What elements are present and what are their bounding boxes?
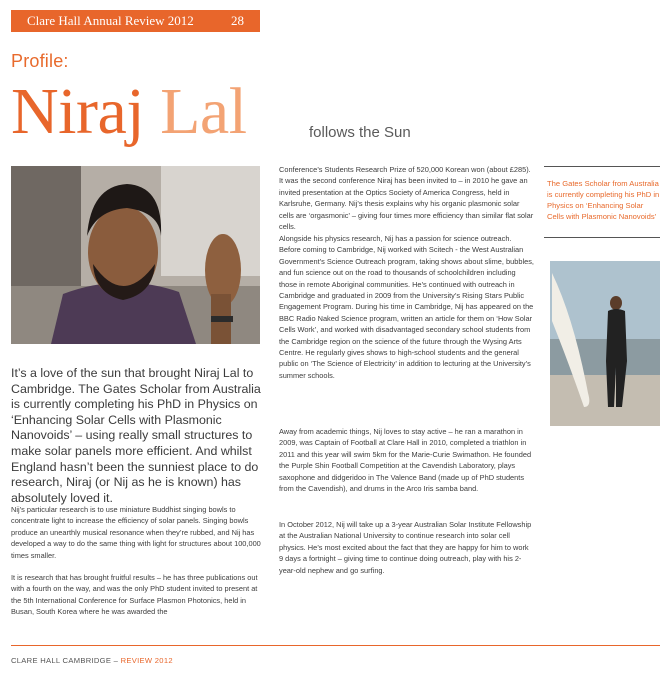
article-subtitle: follows the Sun [309, 124, 411, 141]
footer-rule [11, 645, 660, 646]
sidebar-rule-top [544, 166, 660, 167]
profile-label: Profile: [11, 51, 69, 71]
pull-quote: The Gates Scholar from Australia is currently completing his PhD in Physics on ‘Enhancing Solar Cells with Plasmonic Nanovoids’ [547, 179, 660, 221]
profile-name [11, 72, 247, 152]
publication-title: Clare Hall Annual Review 2012 [27, 13, 194, 28]
name-last: Lal [160, 75, 247, 148]
body-paragraph: Alongside his physics research, Nij has a passion for science outreach. Before coming to Cambridge, Nij worked with Scitech - the West Australian Government’s Science Outreach program, taking shows about slime, bubbles, and fun science out on the road to thousands of schoolchildren including those in remote Aboriginal communities. He’s continued with outreach in Cambridge and graduated in 2009 from the University’s Rising Stars Public Engagement Program. During his time in Cambridge, Nij has appeared on the BBC Radio Naked Science program, written an article for them on ‘How Solar Cells Work’, and worked with disadvantaged secondary school students from the Cambridge region on the science of the future through the Wysing Arts Centre. He regularly gives shows to high-school students and the general public on ‘The Science of Electricity’ in addition to lecturing at the University’s summer schools. [279, 234, 534, 380]
footer [11, 656, 173, 665]
name-first: Niraj [11, 75, 145, 148]
portrait-photo [11, 166, 260, 344]
body-paragraph: Away from academic things, Nij loves to stay active – he ran a marathon in 2009, was Captain of Football at Clare Hall in 2010, completed a triathlon in 2011 and this year will swim 5km for the Marie-Curie Swimathon. He founded the Purple Shin Football Competition at the Cavendish Laboratory, plays saxophone and didgeridoo in The Valence Band (made up of PhD students from the Cavendish), and drums in the Arco Iris samba band. [279, 427, 532, 494]
header-bar [11, 10, 260, 32]
body-paragraph: It is research that has brought fruitful results – he has three publications out with a fourth on the way, and was the only PhD student invited to present at the 5th International Conference for Surface Plasmon Photonics, held in Busan, South Korea where he was awarded the [11, 573, 258, 617]
surf-photo [550, 261, 660, 426]
body-paragraph: In October 2012, Nij will take up a 3-year Australian Solar Institute Fellowship at the Australian National University to continue research into solar cell physics. He’s most excited about the fact that they are happy for him to work 9 days a fortnight – giving time to continue doing outreach, play with his 2-year-old nephew and go surfing. [279, 520, 532, 575]
page-number: 28 [231, 13, 244, 28]
footer-left: CLARE HALL CAMBRIDGE – [11, 656, 119, 665]
sidebar-rule-bottom [544, 237, 660, 238]
intro-paragraph: It’s a love of the sun that brought Niraj Lal to Cambridge. The Gates Scholar from Australia is currently completing his PhD in Physics on ‘Enhancing Solar Cells with Plasmonic Nanovoids’ – using really small structures to make solar panels more efficient. And whilst England hasn’t been the sunniest place to do research, Niraj (or Nij as he is known) has absolutely loved it. [11, 366, 261, 505]
body-paragraph: Nij’s particular research is to use miniature Buddhist singing bowls to concentrate light to increase the efficiency of solar panels. Singing bowls produce an unearthly musical resonance when they’re rubbed, and Nij has developed a way to do the same thing with light for structures about 100,000 times smaller. [11, 505, 261, 560]
footer-right: REVIEW 2012 [120, 656, 173, 665]
body-paragraph: Conference’s Students Research Prize of 520,000 Korean won (about £285). It was the second conference Niraj has been invited to – in 2010 he gave an invited presentation at the Optics Society of America Congress, held in Karlsruhe, Germany. Nij’s thesis explains why his organic plasmonic solar cells are ‘orgasmonic’ – giving four times more efficiency than similar flat solar cells. [279, 165, 534, 232]
